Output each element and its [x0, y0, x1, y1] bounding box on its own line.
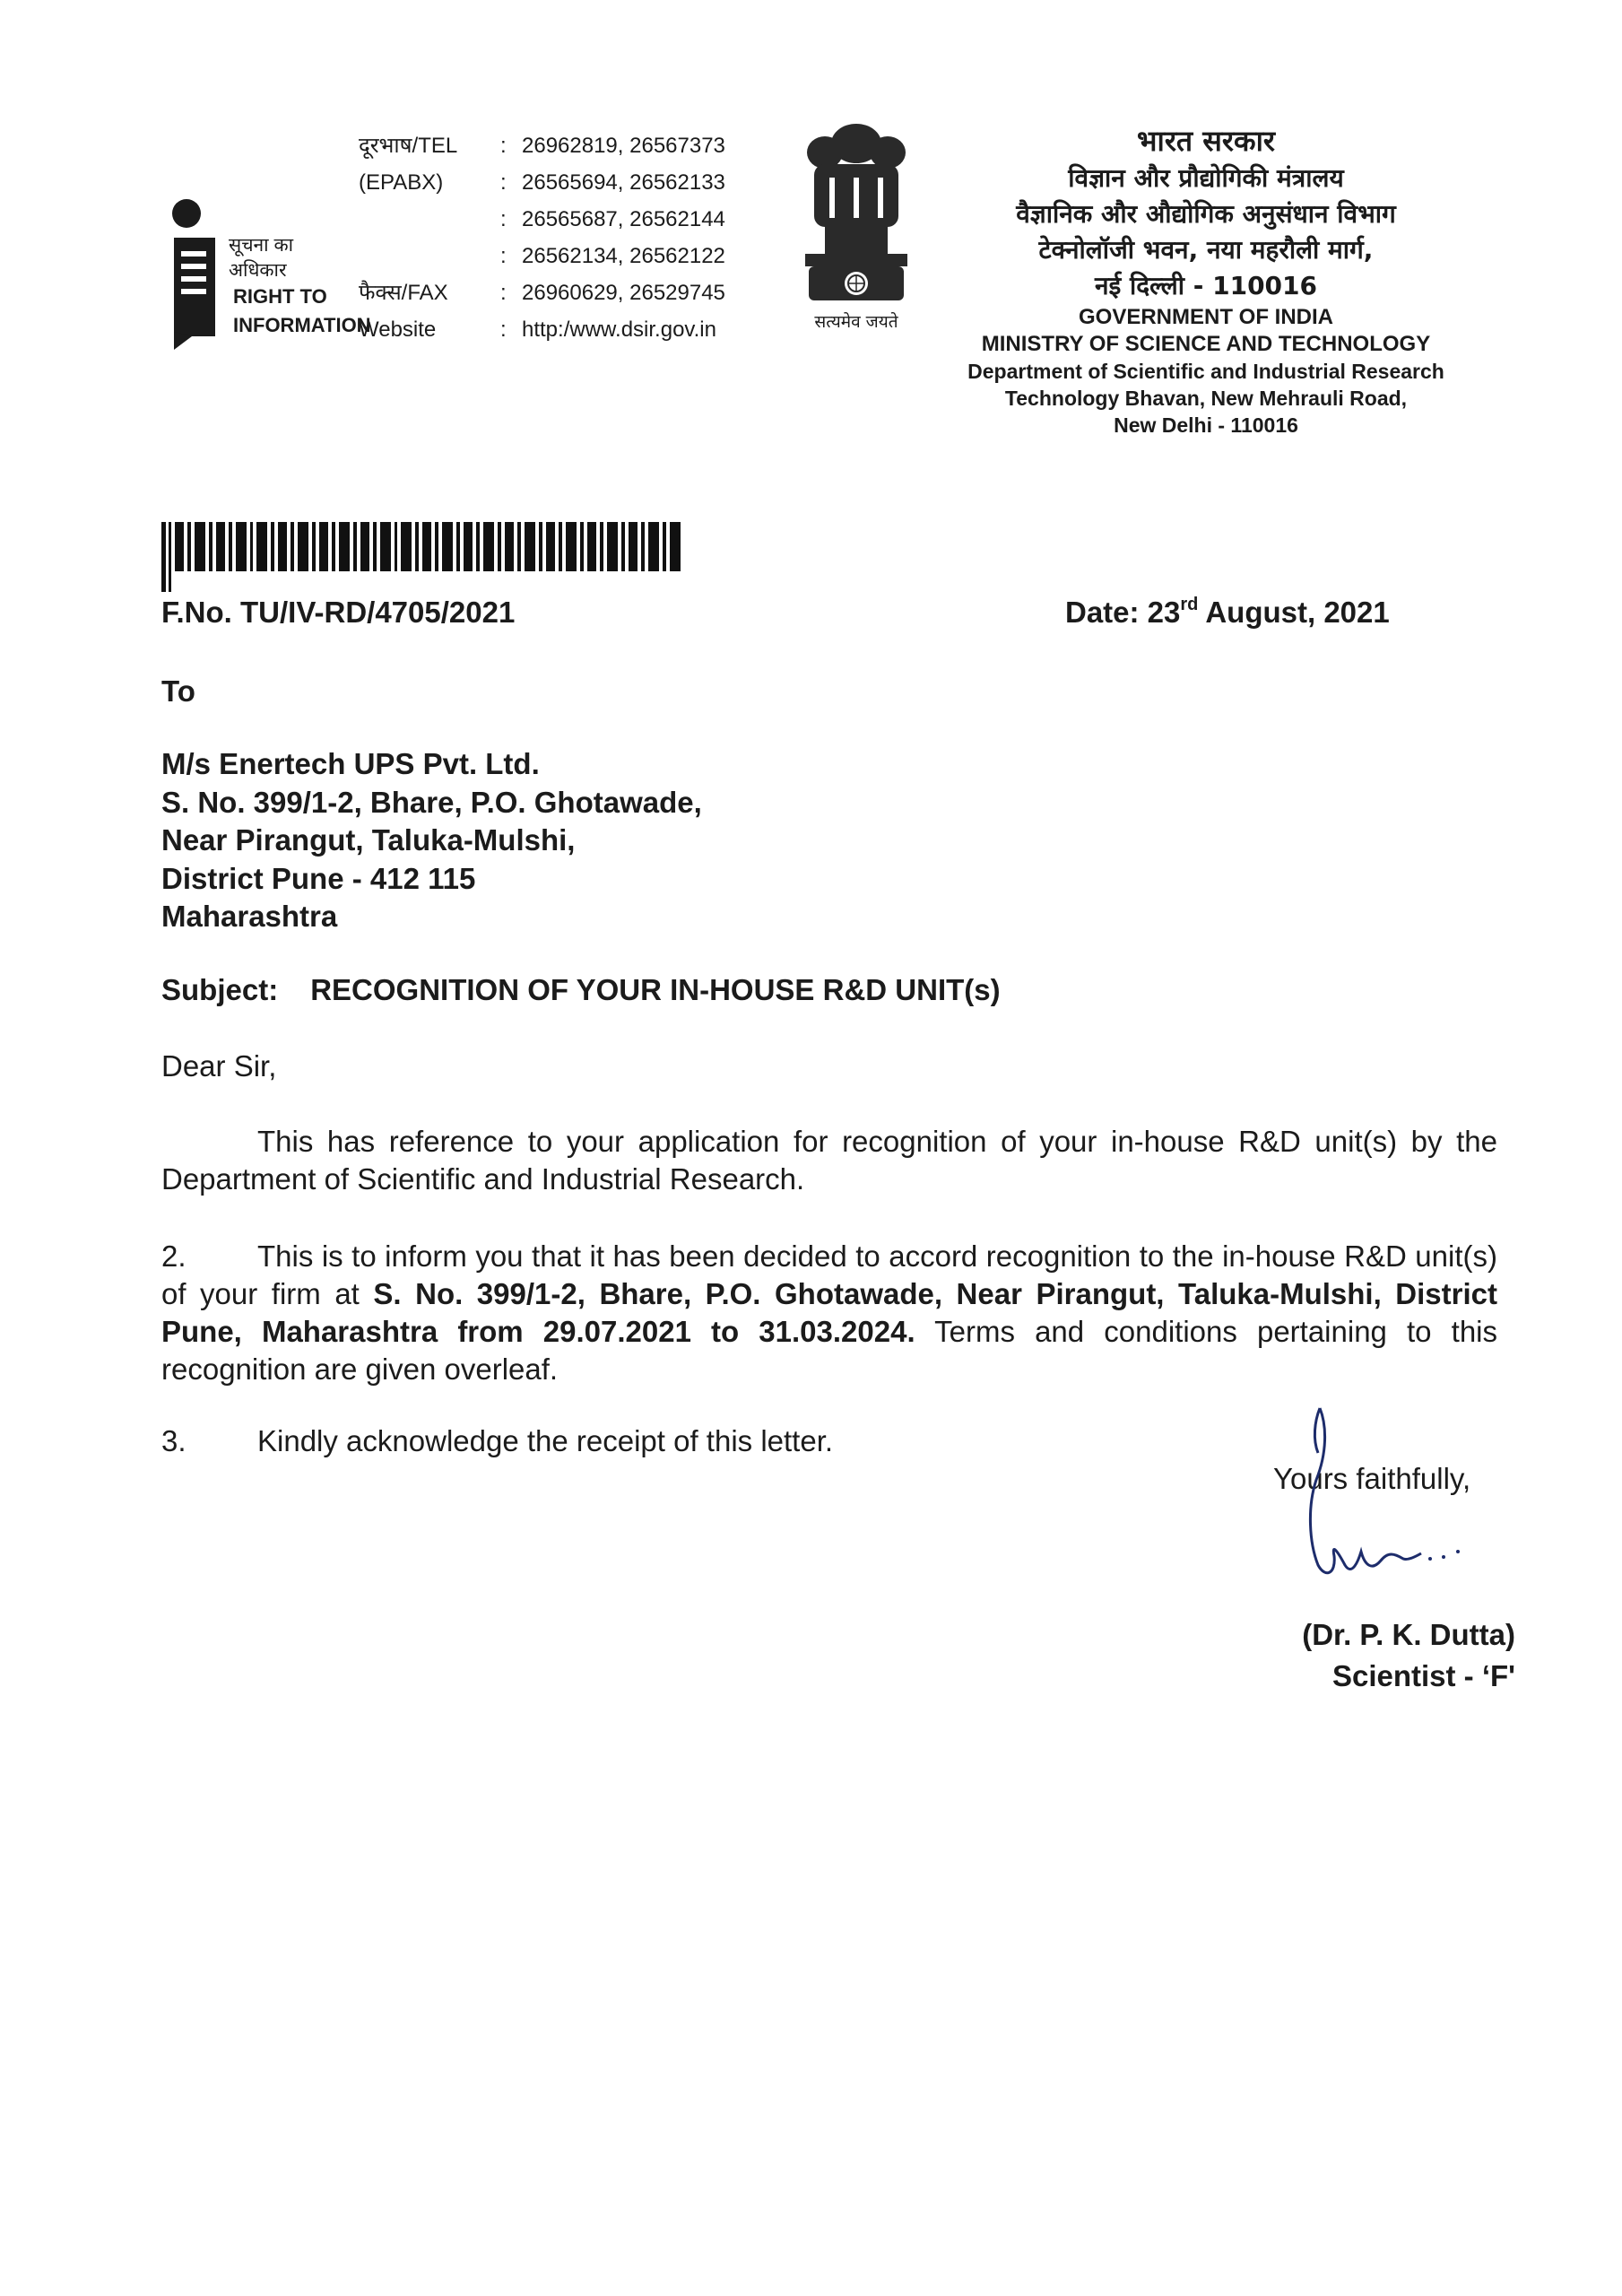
rti-english-text	[233, 283, 371, 340]
rti-person-icon	[170, 188, 233, 350]
date-ordinal: rd	[1180, 595, 1199, 614]
file-number: F.No. TU/IV-RD/4705/2021	[161, 596, 516, 629]
colon: :	[500, 281, 507, 305]
website-link[interactable]: http:/www.dsir.gov.in	[522, 317, 716, 342]
closing: Yours faithfully,	[1273, 1462, 1471, 1495]
rti-hindi-line1: सूचना का	[229, 235, 294, 256]
paragraph-1: This has reference to your application for recognition of your in-house R&D unit(s) by the Department of Scientific and Industrial Research.	[161, 1125, 1497, 1196]
contact-label: Website	[359, 317, 437, 342]
colon: :	[500, 317, 507, 342]
contact-value: 26562134, 26562122	[522, 244, 725, 268]
rti-hindi-line2: अधिकार	[229, 260, 287, 281]
address-line: Near Pirangut, Taluka-Mulshi,	[161, 823, 576, 857]
address-line: M/s Enertech UPS Pvt. Ltd.	[161, 747, 540, 780]
header-english-line5: New Delhi - 110016	[1114, 413, 1298, 437]
contact-value: 26565687, 26562144	[522, 207, 725, 231]
header-english-line4: Technology Bhavan, New Mehrauli Road,	[1004, 387, 1408, 410]
ministry-header	[932, 121, 1479, 439]
paragraph-2	[161, 1238, 1497, 1388]
header-hindi-line5: नई दिल्ली - 110016	[1094, 271, 1318, 300]
header-english-line1: GOVERNMENT OF INDIA	[1078, 305, 1333, 329]
header-english-line3: Department of Scientific and Industrial Research	[967, 360, 1444, 383]
colon: :	[500, 207, 507, 231]
contact-label: (EPABX)	[359, 170, 444, 195]
letter-date	[1065, 596, 1390, 630]
paragraph-2-bold-text: S. No. 399/1-2, Bhare, P.O. Ghotawade, Near Pirangut, Taluka-Mulshi, District Pune, Maharashtra from 29.07.2021 to 31.03.2024.	[161, 1277, 1497, 1348]
header-hindi-line4: टेक्नोलॉजी भवन, नया महरौली मार्ग,	[1038, 235, 1374, 265]
date-month-year: August, 2021	[1198, 596, 1390, 629]
rti-logo	[170, 188, 371, 350]
salutation: Dear Sir,	[161, 1049, 277, 1083]
date-day: Date: 23	[1065, 596, 1181, 629]
barcode	[161, 522, 686, 592]
paragraph-3-text: Kindly acknowledge the receipt of this letter.	[257, 1424, 834, 1457]
paragraph-3	[161, 1424, 833, 1458]
rti-english-line2: INFORMATION	[233, 314, 371, 336]
header-hindi-line3: वैज्ञानिक और औद्योगिक अनुसंधान विभाग	[1016, 199, 1396, 229]
address-line: District Pune - 412 115	[161, 861, 476, 895]
contact-value: 26960629, 26529745	[522, 281, 725, 305]
colon: :	[500, 170, 507, 195]
header-hindi-line1: भारत सरकार	[1137, 124, 1275, 158]
paragraph-number: 3.	[161, 1424, 186, 1457]
paragraph-number: 2.	[161, 1239, 186, 1273]
contact-label: दूरभाष/TEL	[359, 134, 458, 158]
signature	[1282, 1399, 1533, 1614]
address-line: Maharashtra	[161, 900, 338, 933]
to-label: To	[161, 674, 195, 708]
header-english-line2: MINISTRY OF SCIENCE AND TECHNOLOGY	[981, 332, 1431, 356]
recipient-address	[161, 745, 702, 936]
signatory-name: (Dr. P. K. Dutta)	[1302, 1618, 1515, 1651]
signatory-title: Scientist - ‘F'	[1331, 1659, 1515, 1692]
subject-text: RECOGNITION OF YOUR IN-HOUSE R&D UNIT(s)	[310, 973, 1001, 1006]
rti-english-line1: RIGHT TO	[233, 285, 327, 308]
contact-value: 26962819, 26567373	[522, 134, 725, 158]
colon: :	[500, 244, 507, 268]
contact-label: फैक्स/FAX	[359, 281, 448, 305]
paragraph-2-text: This is to inform you that it has been decided to accord recognition to the in-house R&D unit(s) of your firm at	[161, 1239, 1497, 1310]
colon: :	[500, 134, 507, 158]
rti-hindi-text	[229, 233, 354, 283]
paragraph-2-text-end: Terms and conditions pertaining to this recognition are given overleaf.	[161, 1315, 1497, 1386]
signatory	[1251, 1614, 1515, 1697]
subject-label: Subject:	[161, 973, 279, 1006]
address-line: S. No. 399/1-2, Bhare, P.O. Ghotawade,	[161, 785, 702, 819]
contact-value: 26565694, 26562133	[522, 170, 725, 195]
emblem-motto: सत्यमेव जयते	[814, 312, 898, 332]
header-hindi-line2: विज्ञान और प्रौद्योगिकी मंत्रालय	[1068, 163, 1344, 193]
subject-line	[161, 973, 1001, 1007]
